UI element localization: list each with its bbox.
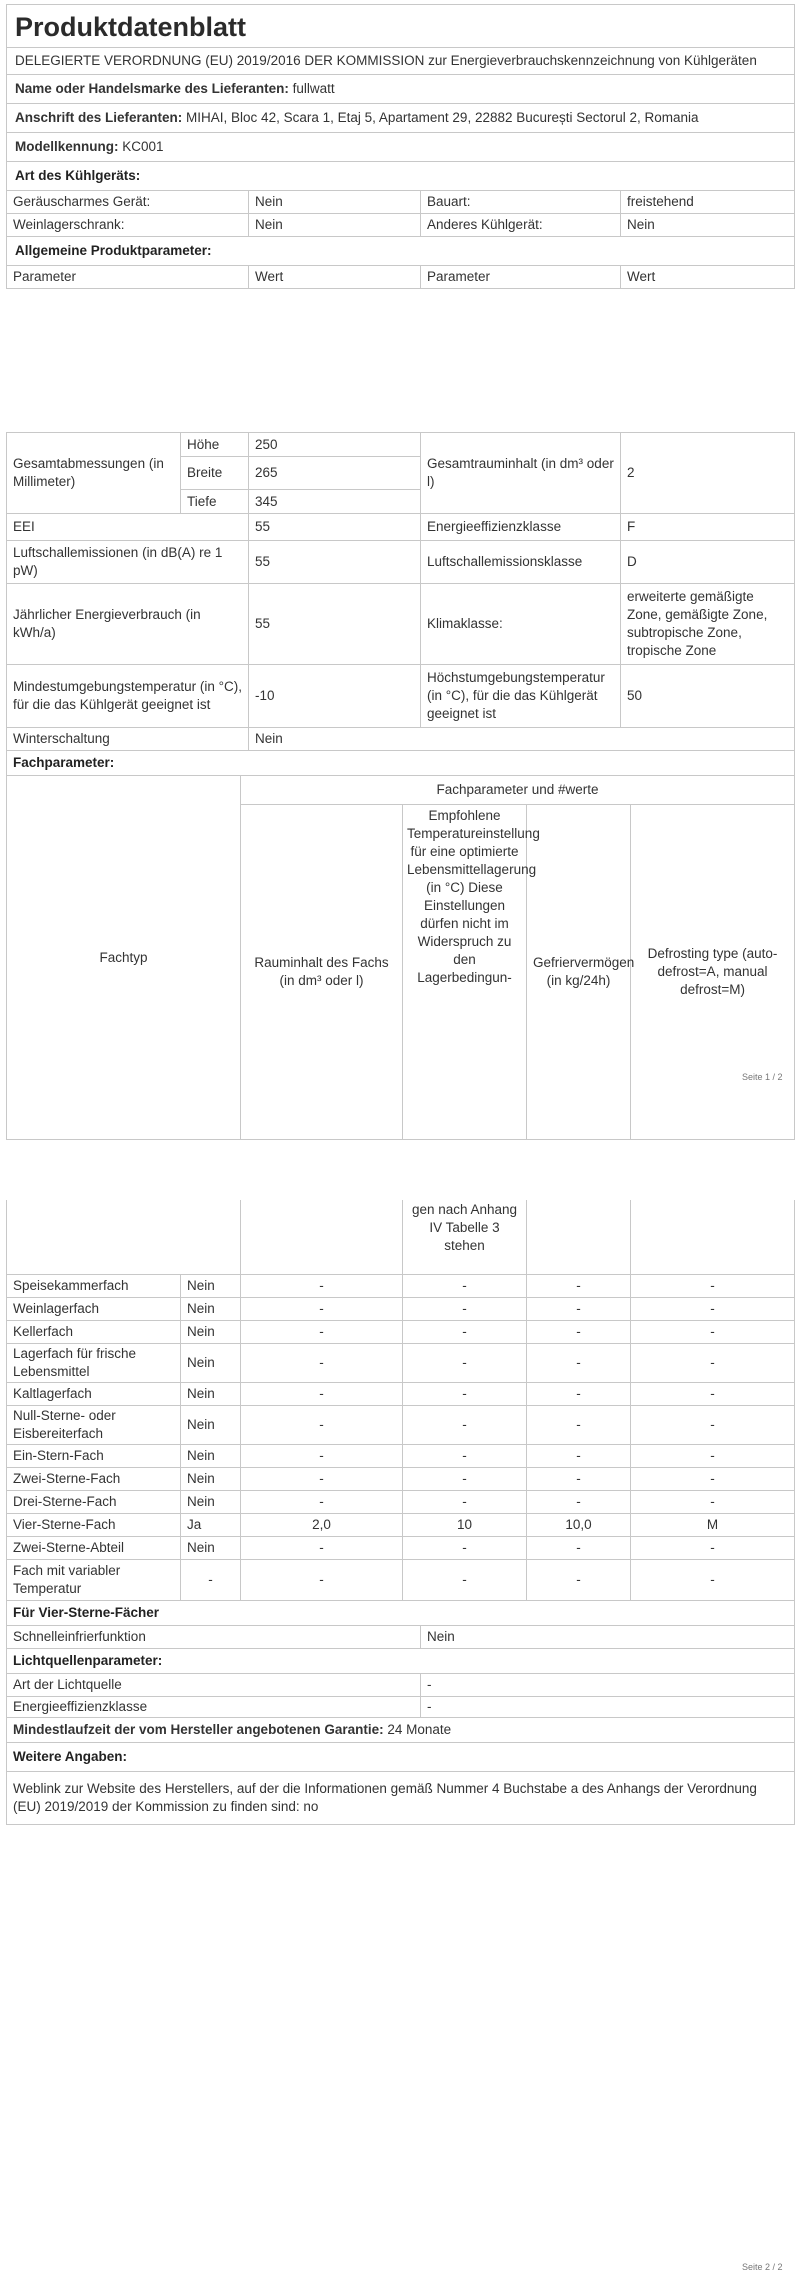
col-defrost: Defrosting type (auto-defrost=A, manual defrost=M) (631, 805, 795, 1140)
warranty-value: 24 Monate (387, 1722, 452, 1737)
warranty-label: Mindestlaufzeit der vom Hersteller angebotenen Garantie: (13, 1722, 384, 1737)
compartment-name: Lagerfach für frische Lebensmittel (7, 1344, 181, 1383)
depth-label: Tiefe (181, 490, 249, 514)
compartment-present: Nein (181, 1321, 241, 1344)
compartment-rows (6, 1274, 795, 1601)
noiseclass-value: D (621, 541, 795, 584)
winter-label: Winterschaltung (7, 728, 249, 751)
compartment-freeze: - (527, 1344, 631, 1383)
col-freeze: Gefriervermögen (in kg/24h) (527, 805, 631, 1140)
more-text: Weblink zur Website des Herstellers, auf der die Informationen gemäß Nummer 4 Buchstabe a des Anhangs der Verordnung (EU) 2019/2019 der Kommission zu finden sind: (13, 1781, 757, 1814)
volume-label: Gesamtrauminhalt (in dm³ oder l) (421, 433, 621, 514)
climate-value: erweiterte gemäßigte Zone, gemäßigte Zone, subtropische Zone, tropische Zone (621, 584, 795, 665)
compartment-freeze: - (527, 1445, 631, 1468)
datasheet-table-page1 (6, 4, 795, 289)
type-label-3: Weinlagerschrank: (7, 214, 249, 237)
compartment-present: Nein (181, 1298, 241, 1321)
compartment-defrost: - (631, 1560, 795, 1601)
type-value-4: Nein (621, 214, 795, 237)
compartment-present: Nein (181, 1491, 241, 1514)
compartment-volume: - (241, 1321, 403, 1344)
compartment-defrost: - (631, 1406, 795, 1445)
supplier-address-row (7, 104, 795, 133)
col-temp: Empfohlene Temperatureinstellung für eine optimierte Lebensmittellagerung (in °C) Diese Einstellungen dürfen nicht im Widerspruch zu den Lagerbedingun- (403, 805, 527, 1140)
compartment-name: Kellerfach (7, 1321, 181, 1344)
compartment-freeze: - (527, 1406, 631, 1445)
additional-table (6, 1600, 795, 1825)
compartment-temp: - (403, 1344, 527, 1383)
compartment-name: Weinlagerfach (7, 1298, 181, 1321)
compartment-name: Fach mit variabler Temperatur (7, 1560, 181, 1601)
compartment-temp: - (403, 1383, 527, 1406)
type-value-3: Nein (249, 214, 421, 237)
noiseclass-label: Luftschallemissionsklasse (421, 541, 621, 584)
type-label-1: Geräuscharmes Gerät: (7, 191, 249, 214)
compartment-freeze: - (527, 1491, 631, 1514)
quick-freeze-value: Nein (421, 1626, 795, 1649)
noise-label: Luftschallemissionen (in dB(A) re 1 pW) (7, 541, 249, 584)
noise-value: 55 (249, 541, 421, 584)
compartment-freeze: - (527, 1537, 631, 1560)
compartment-freeze: - (527, 1468, 631, 1491)
col-type-cont (7, 1200, 241, 1275)
compartment-temp: - (403, 1275, 527, 1298)
compartment-temp: - (403, 1537, 527, 1560)
table-row (7, 1383, 795, 1406)
model-value: KC001 (122, 139, 164, 154)
model-label: Modellkennung: (15, 139, 119, 154)
compartment-present: Nein (181, 1445, 241, 1468)
compartment-temp: - (403, 1468, 527, 1491)
compartment-present: Nein (181, 1344, 241, 1383)
col-param-2: Parameter (421, 266, 621, 289)
table-row (7, 1560, 795, 1601)
compartment-defrost: - (631, 1321, 795, 1344)
annual-value: 55 (249, 584, 421, 665)
compartment-defrost: - (631, 1383, 795, 1406)
table-row (7, 1406, 795, 1445)
winter-value: Nein (249, 728, 795, 751)
supplier-name-label: Name oder Handelsmarke des Lieferanten: (15, 81, 289, 96)
eclass-value: F (621, 514, 795, 541)
maxtemp-value: 50 (621, 665, 795, 728)
regulation-text: DELEGIERTE VERORDNUNG (EU) 2019/2016 DER KOMMISSION zur Energieverbrauchskennzeichnung von Kühlgeräten (7, 48, 795, 75)
compartment-freeze: - (527, 1275, 631, 1298)
annual-label: Jährlicher Energieverbrauch (in kWh/a) (7, 584, 249, 665)
table-row (7, 1298, 795, 1321)
supplier-address-label: Anschrift des Lieferanten: (15, 110, 183, 125)
compartment-defrost: - (631, 1468, 795, 1491)
compartment-volume: - (241, 1491, 403, 1514)
mintemp-label: Mindestumgebungstemperatur (in °C), für die das Kühlgerät geeignet ist (7, 665, 249, 728)
more-header: Weitere Angaben: (7, 1743, 795, 1772)
mintemp-value: -10 (249, 665, 421, 728)
depth-value: 345 (249, 490, 421, 514)
compartment-freeze: - (527, 1321, 631, 1344)
compartment-name: Drei-Sterne-Fach (7, 1491, 181, 1514)
compartment-table (6, 1200, 795, 1275)
height-label-cell: Höhe (181, 433, 249, 457)
col-freeze-cont (527, 1200, 631, 1275)
four-star-header: Für Vier-Sterne-Fächer (7, 1601, 795, 1626)
compartment-volume: - (241, 1406, 403, 1445)
compartment-defrost: - (631, 1537, 795, 1560)
page-title: Produktdatenblatt (7, 5, 795, 48)
type-label-4: Anderes Kühlgerät: (421, 214, 621, 237)
compartment-present: Nein (181, 1383, 241, 1406)
table-row (7, 1321, 795, 1344)
page-2 (6, 1200, 794, 1825)
compartment-volume: - (241, 1344, 403, 1383)
compartment-name: Zwei-Sterne-Abteil (7, 1537, 181, 1560)
table-row (7, 1468, 795, 1491)
compartment-temp: - (403, 1406, 527, 1445)
compartment-header-table (6, 775, 795, 1140)
col-temp-cont: gen nach Anhang IV Tabelle 3 stehen (403, 1200, 527, 1275)
compartment-present: Nein (181, 1468, 241, 1491)
more-row (7, 1772, 795, 1825)
page-number-2: Seite 2 / 2 (742, 2262, 783, 2272)
quick-freeze-label: Schnelleinfrierfunktion (7, 1626, 421, 1649)
compartment-volume: - (241, 1537, 403, 1560)
compartment-freeze: - (527, 1383, 631, 1406)
compartment-temp: - (403, 1445, 527, 1468)
compartment-name: Kaltlagerfach (7, 1383, 181, 1406)
type-value-2: freistehend (621, 191, 795, 214)
page-1 (6, 4, 794, 289)
compartment-present: Nein (181, 1406, 241, 1445)
col-param-1: Parameter (7, 266, 249, 289)
dims-label-cell (7, 433, 181, 514)
maxtemp-label: Höchstumgebungstemperatur (in °C), für die das Kühlgerät geeignet ist (421, 665, 621, 728)
more-value: no (303, 1799, 319, 1814)
col-volume-cont (241, 1200, 403, 1275)
compartment-defrost: - (631, 1275, 795, 1298)
compartment-temp: - (403, 1560, 527, 1601)
compartment-present: Nein (181, 1537, 241, 1560)
compartment-volume: - (241, 1560, 403, 1601)
type-value-1: Nein (249, 191, 421, 214)
width-label: Breite (181, 457, 249, 490)
col-value-1: Wert (249, 266, 421, 289)
compartment-volume: - (241, 1445, 403, 1468)
supplier-name-value: fullwatt (292, 81, 335, 96)
climate-label: Klimaklasse: (421, 584, 621, 665)
compartment-volume: - (241, 1383, 403, 1406)
compartment-temp: 10 (403, 1514, 527, 1537)
compartment-freeze: - (527, 1560, 631, 1601)
table-row (7, 1514, 795, 1537)
compartment-freeze: 10,0 (527, 1514, 631, 1537)
compartment-defrost: - (631, 1491, 795, 1514)
light-type-value: - (421, 1674, 795, 1697)
table-row (7, 1344, 795, 1383)
compartment-present: Ja (181, 1514, 241, 1537)
compartment-freeze: - (527, 1298, 631, 1321)
light-class-value: - (421, 1697, 795, 1718)
col-defrost-cont (631, 1200, 795, 1275)
compartment-volume: - (241, 1298, 403, 1321)
compartment-present: Nein (181, 1275, 241, 1298)
compartment-name: Speisekammerfach (7, 1275, 181, 1298)
compartment-temp: - (403, 1491, 527, 1514)
col-volume: Rauminhalt des Fachs (in dm³ oder l) (241, 805, 403, 1140)
supplier-name-row (7, 75, 795, 104)
compartment-name: Null-Sterne- oder Eisbereiterfach (7, 1406, 181, 1445)
compartment-group-label: Fachparameter und #werte (241, 776, 795, 805)
model-row (7, 133, 795, 162)
table-row (7, 1275, 795, 1298)
dims-label-text: Gesamtabmessungen (in Millimeter) (13, 456, 164, 489)
compartment-defrost: M (631, 1514, 795, 1537)
width-value: 265 (249, 457, 421, 490)
table-row (7, 1537, 795, 1560)
eclass-label: Energieeffizienzklasse (421, 514, 621, 541)
eei-label: EEI (7, 514, 249, 541)
compartment-volume: - (241, 1468, 403, 1491)
compartment-volume: 2,0 (241, 1514, 403, 1537)
height-value: 250 (249, 433, 421, 457)
type-label-2: Bauart: (421, 191, 621, 214)
eei-value: 55 (249, 514, 421, 541)
volume-value: 2 (621, 433, 795, 514)
compartment-name: Ein-Stern-Fach (7, 1445, 181, 1468)
col-type: Fachtyp (7, 776, 241, 1140)
compartment-header: Fachparameter: (7, 751, 795, 776)
light-header: Lichtquellenparameter: (7, 1649, 795, 1674)
table-row (7, 1445, 795, 1468)
table-row (7, 1491, 795, 1514)
general-header: Allgemeine Produktparameter: (7, 237, 795, 266)
compartment-name: Vier-Sterne-Fach (7, 1514, 181, 1537)
general-params-table (6, 432, 795, 776)
page-1-body (6, 432, 794, 1140)
compartment-defrost: - (631, 1344, 795, 1383)
col-value-2: Wert (621, 266, 795, 289)
light-type-label: Art der Lichtquelle (7, 1674, 421, 1697)
compartment-defrost: - (631, 1445, 795, 1468)
compartment-temp: - (403, 1298, 527, 1321)
compartment-name: Zwei-Sterne-Fach (7, 1468, 181, 1491)
compartment-present: - (181, 1560, 241, 1601)
type-header: Art des Kühlgeräts: (7, 162, 795, 191)
page-number-1: Seite 1 / 2 (742, 1072, 783, 1082)
compartment-temp: - (403, 1321, 527, 1344)
compartment-defrost: - (631, 1298, 795, 1321)
warranty-row (7, 1718, 795, 1743)
supplier-address-value: MIHAI, Bloc 42, Scara 1, Etaj 5, Apartament 29, 22882 București Sectorul 2, Romania (186, 110, 699, 125)
light-class-label: Energieeffizienzklasse (7, 1697, 421, 1718)
compartment-volume: - (241, 1275, 403, 1298)
compartment-rows-body (7, 1275, 795, 1601)
